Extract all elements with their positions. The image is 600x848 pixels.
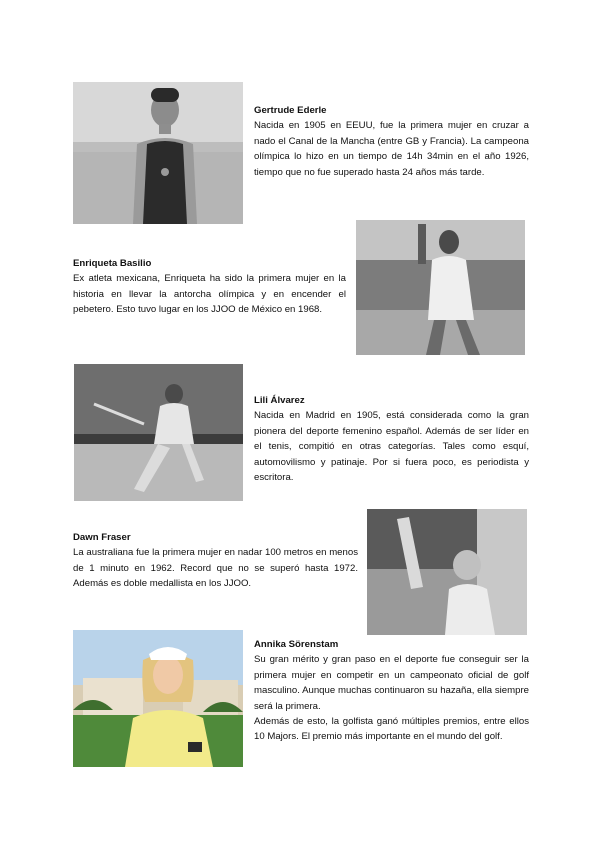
entry-bio: Nacida en Madrid en 1905, está considerada como la gran pionera del deporte femenino español. Además de ser líder en el tenis, compitió en otras categorías. Tales como esquí, automovilismo y patinaje. Por si fuera poco, es periodista y escritora. xyxy=(254,410,529,484)
entry-name: Enriqueta Basilio xyxy=(73,258,152,269)
entry-enriqueta-basilio xyxy=(73,256,346,318)
entry-name: Lili Álvarez xyxy=(254,395,305,406)
entry-dawn-fraser xyxy=(73,530,358,592)
entry-bio: Su gran mérito y gran paso en el deporte fue conseguir ser la primera mujer en competir en un campeonato oficial de golf masculino. Aunque muchas continuaron su hazaña, ella siempre será la primera. xyxy=(254,654,529,712)
photo-dawn-fraser xyxy=(367,509,527,635)
entry-gertrude-ederle xyxy=(254,103,529,180)
photo-gertrude-ederle xyxy=(73,82,243,224)
entry-name: Dawn Fraser xyxy=(73,532,131,543)
entry-name: Annika Sörenstam xyxy=(254,639,339,650)
photo-lili-alvarez xyxy=(74,364,243,501)
entry-annika-sorenstam xyxy=(254,637,529,745)
photo-annika-sorenstam xyxy=(73,630,243,767)
entry-bio: Ex atleta mexicana, Enriqueta ha sido la primera mujer en la historia en llevar la antorcha olímpica y en encender el pebetero. Esto tuvo lugar en los JJOO de México en 1968. xyxy=(73,273,346,316)
entry-bio: La australiana fue la primera mujer en nadar 100 metros en menos de 1 minuto en 1962. Record que no se superó hasta 1972. Además es doble medallista en los JJOO. xyxy=(73,547,358,590)
entry-bio-continued: Además de esto, la golfista ganó múltiples premios, entre ellos 10 Majors. El premio más importante en el mundo del golf. xyxy=(254,716,529,743)
entry-name: Gertrude Ederle xyxy=(254,105,327,116)
entry-lili-alvarez xyxy=(254,393,529,485)
photo-enriqueta-basilio xyxy=(356,220,525,355)
entry-bio: Nacida en 1905 en EEUU, fue la primera mujer en cruzar a nado el Canal de la Mancha (entre GB y Francia). La campeona olímpica lo hizo en un tiempo de 14h 34min en el año 1926, tiempo que no fue superado hasta 24 años más tarde. xyxy=(254,120,529,178)
